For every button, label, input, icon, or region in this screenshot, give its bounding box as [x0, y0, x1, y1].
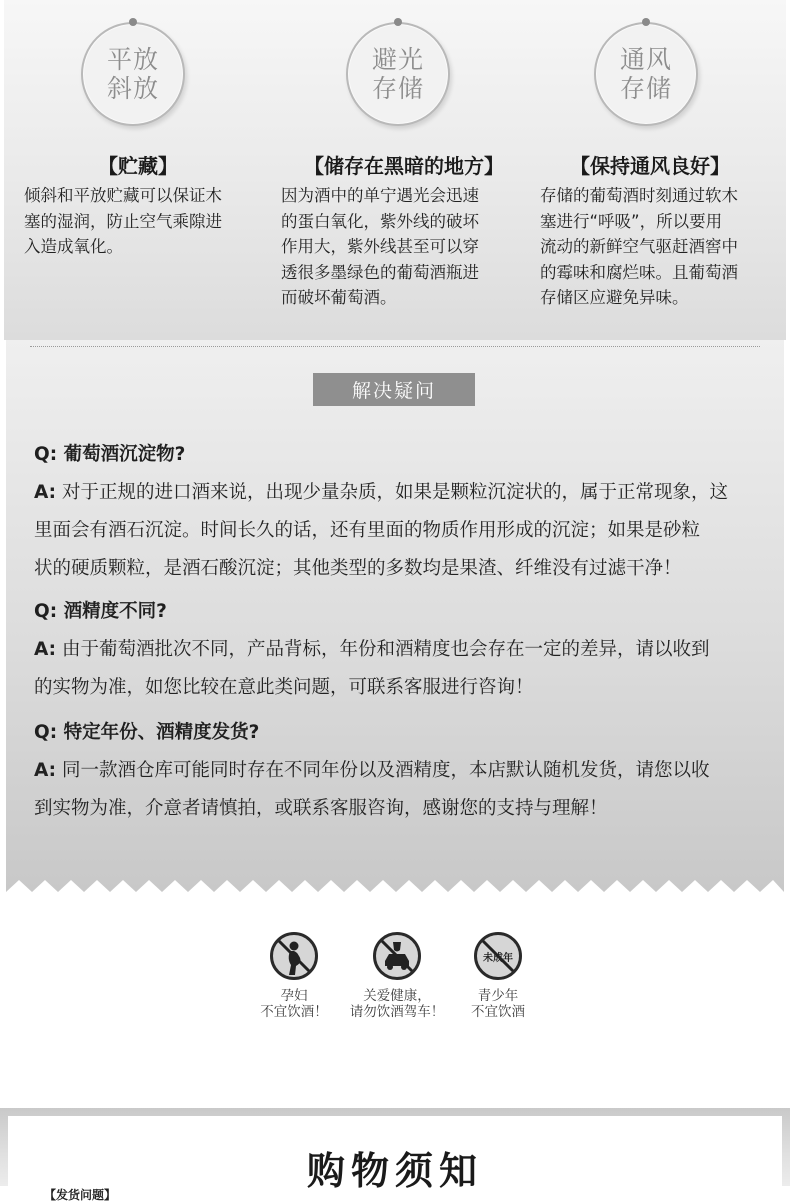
no-pregnant-icon — [270, 932, 318, 980]
badge-pin-icon — [129, 18, 137, 26]
badge-line2: 存储 — [371, 74, 424, 103]
faq-question: Q: 葡萄酒沉淀物? — [34, 444, 186, 465]
faq-answer — [34, 474, 764, 588]
tip-body-line: 作用大，紫外线甚至可以穿 — [281, 237, 479, 256]
shopping-notice-banner — [0, 1108, 790, 1202]
warning-line: 青少年 — [477, 988, 519, 1004]
badge-line1: 平放 — [106, 45, 159, 74]
zigzag-edge — [6, 878, 784, 896]
answer-line: 到实物为准，介意者请慎拍，或联系客服咨询，感谢您的支持与理解！ — [34, 798, 608, 819]
tip-heading: 【储存在黑暗的地方】 — [304, 154, 504, 178]
tip-heading: 【保持通风良好】 — [570, 154, 730, 178]
banner-title: 购物须知 — [306, 1148, 483, 1193]
warning-line: 孕妇 — [280, 988, 308, 1004]
tip-storage-badge — [81, 22, 187, 128]
faq-item — [34, 718, 764, 828]
badge-pin-icon — [394, 18, 402, 26]
tip-heading: 【贮藏】 — [98, 154, 178, 178]
tip-body-line: 透很多墨绿色的葡萄酒瓶进 — [281, 262, 479, 282]
storage-tips-section — [0, 0, 790, 340]
faq-question: Q: 酒精度不同? — [34, 601, 167, 622]
tip-body — [281, 183, 479, 311]
dotted-divider — [30, 346, 760, 347]
faq-section — [6, 340, 784, 893]
warning-line: 不宜饮酒 — [471, 1004, 525, 1020]
minors-icon-text: 未成年 — [483, 953, 513, 964]
answer-prefix: A: — [34, 760, 57, 781]
answer-line: 状的硬质颗粒，是酒石酸沉淀；其他类型的多数均是果渣、纤维没有过滤干净！ — [34, 558, 682, 579]
tip-body-line: 的蛋白氧化，紫外线的破坏 — [281, 211, 479, 231]
tip-body-line: 塞进行“呼吸”，所以要用 — [540, 211, 723, 231]
answer-line: 里面会有酒石沉淀。时间长久的话，还有里面的物质作用形成的沉淀；如果是砂粒 — [34, 520, 701, 541]
tip-body-line: 塞的湿润，防止空气乘隙进 — [24, 211, 222, 231]
badge-pin-icon — [642, 18, 650, 26]
badge-line1: 通风 — [619, 45, 672, 74]
no-drink-driving-icon — [373, 932, 421, 980]
answer-prefix: A: — [34, 482, 57, 503]
answer-line: 同一款酒仓库可能同时存在不同年份以及酒精度，本店默认随机发货，请您以收 — [56, 760, 710, 781]
faq-answer — [34, 752, 764, 828]
warning-line: 请勿饮酒驾车！ — [349, 1004, 445, 1020]
tip-body — [540, 183, 738, 311]
warning-line: 不宜饮酒！ — [260, 1004, 328, 1020]
faq-item — [34, 440, 764, 588]
tip-body-line: 而破坏葡萄酒。 — [281, 288, 397, 307]
warning-drink-driving — [342, 932, 452, 1020]
faq-title: 解决疑问 — [313, 373, 475, 406]
warning-minors — [443, 932, 553, 1020]
tip-body — [24, 183, 222, 260]
faq-answer — [34, 631, 764, 707]
badge-line1: 避光 — [371, 45, 424, 74]
tip-body-line: 流动的新鲜空气驱赶酒窖中 — [540, 237, 738, 256]
answer-line: 对于正规的进口酒来说，出现少量杂质，如果是颗粒沉淀状的，属于正常现象，这 — [56, 482, 728, 503]
no-minors-icon — [474, 932, 522, 980]
tip-body-line: 倾斜和平放贮藏可以保证木 — [24, 186, 222, 205]
answer-line: 的实物为准，如您比较在意此类问题，可联系客服进行咨询！ — [34, 677, 534, 698]
tip-darkness-badge — [346, 22, 452, 128]
answer-line: 由于葡萄酒批次不同，产品背标，年份和酒精度也会存在一定的差异，请以收到 — [56, 639, 710, 660]
warning-pregnant — [239, 932, 349, 1020]
tip-body-line: 因为酒中的单宁遇光会迅速 — [281, 186, 479, 205]
answer-prefix: A: — [34, 639, 57, 660]
badge-line2: 存储 — [619, 74, 672, 103]
faq-question: Q: 特定年份、酒精度发货? — [34, 722, 260, 743]
tip-ventilation-badge — [594, 22, 700, 128]
tip-body-line: 存储区应避免异味。 — [540, 288, 689, 307]
warning-line: 关爱健康， — [363, 988, 431, 1004]
tip-body-line: 的霉味和腐烂味。且葡萄酒 — [540, 262, 738, 282]
badge-line2: 斜放 — [106, 74, 159, 103]
banner-subtitle: 【发货问题】 — [44, 1188, 117, 1202]
tip-body-line: 存储的葡萄酒时刻通过软木 — [540, 186, 738, 205]
faq-item — [34, 597, 764, 707]
tip-body-line: 入造成氧化。 — [24, 237, 123, 256]
